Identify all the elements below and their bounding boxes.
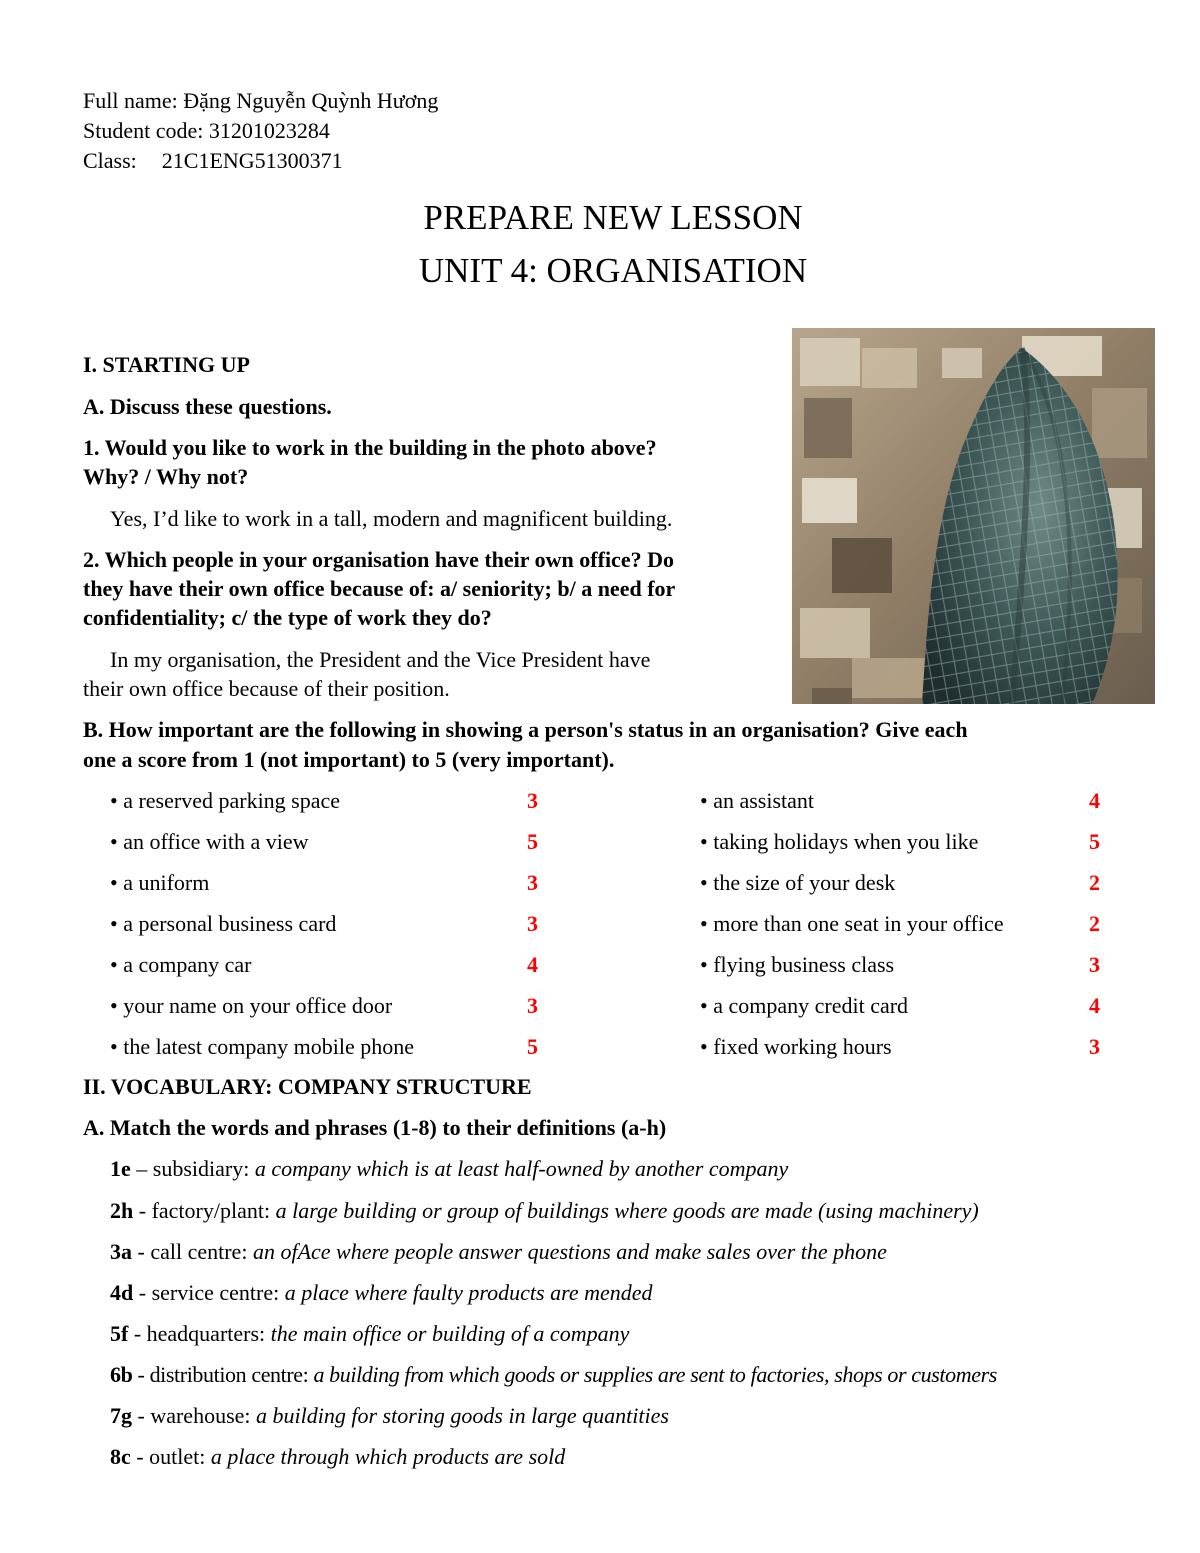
score-value: 5 xyxy=(527,829,538,854)
vocab-code: 5f xyxy=(110,1321,129,1346)
list-item: • a reserved parking space xyxy=(110,788,341,813)
vocab-sep: - xyxy=(132,1239,151,1264)
list-item: • a personal business card xyxy=(110,911,337,936)
list-item: • a uniform xyxy=(110,870,210,895)
vocab-item: 3a - call centre: an ofAce where people answer questions and make sales over the phone xyxy=(110,1239,887,1264)
full-name: Full name: Đặng Nguyễn Quỳnh Hương xyxy=(83,88,439,113)
vocab-code: 4d xyxy=(110,1280,134,1305)
vocab-definition: an ofAce where people answer questions and make sales over the phone xyxy=(252,1239,887,1264)
question-2-line3: confidentiality; c/ the type of work they do? xyxy=(83,605,492,630)
section1-partB-line2: one a score from 1 (not important) to 5 (very important). xyxy=(83,747,615,772)
score-value: 5 xyxy=(1089,829,1100,854)
vocab-code: 7g xyxy=(110,1403,132,1428)
question-1-line1: 1. Would you like to work in the building in the photo above? xyxy=(83,435,657,460)
class-label: Class: xyxy=(83,148,137,173)
gherkin-building-image xyxy=(792,328,1155,704)
vocab-definition: a building for storing goods in large quantities xyxy=(256,1403,669,1428)
vocab-definition: a place through which products are sold xyxy=(210,1444,566,1469)
list-item: • taking holidays when you like xyxy=(700,829,979,854)
student-code: Student code: 31201023284 xyxy=(83,118,330,143)
vocab-term: factory/plant xyxy=(151,1198,264,1223)
vocab-definition: the main office or building of a company xyxy=(270,1321,630,1346)
vocab-definition: a place where faulty products are mended xyxy=(284,1280,653,1305)
list-item: • your name on your office door xyxy=(110,993,393,1018)
vocab-item: 2h - factory/plant: a large building or group of buildings where goods are made (using machinery) xyxy=(110,1198,979,1223)
question-2-line1: 2. Which people in your organisation have their own office? Do xyxy=(83,547,674,572)
section1-partA: A. Discuss these questions. xyxy=(83,394,332,419)
vocab-item: 8c - outlet: a place through which products are sold xyxy=(110,1444,566,1469)
list-item: • an assistant xyxy=(700,788,815,813)
score-value: 2 xyxy=(1089,870,1100,895)
score-value: 3 xyxy=(1089,1034,1100,1059)
list-item: • fixed working hours xyxy=(700,1034,892,1059)
section2-heading: II. VOCABULARY: COMPANY STRUCTURE xyxy=(83,1074,532,1099)
vocab-term: warehouse xyxy=(150,1403,245,1428)
vocab-term: subsidiary xyxy=(152,1156,244,1181)
vocab-term: call centre xyxy=(150,1239,242,1264)
class-value: 21C1ENG51300371 xyxy=(161,148,343,173)
vocab-code: 8c xyxy=(110,1444,131,1469)
score-value: 3 xyxy=(527,788,538,813)
vocab-code: 2h xyxy=(110,1198,134,1223)
vocab-term: headquarters xyxy=(146,1321,260,1346)
score-value: 2 xyxy=(1089,911,1100,936)
score-value: 3 xyxy=(527,911,538,936)
vocab-term: distribution centre xyxy=(149,1362,303,1387)
vocab-sep: - xyxy=(130,1444,150,1469)
vocab-sep: - xyxy=(128,1321,147,1346)
list-item: • flying business class xyxy=(700,952,895,977)
section2-partA: A. Match the words and phrases (1-8) to their definitions (a-h) xyxy=(83,1115,667,1140)
vocab-sep: - xyxy=(133,1198,152,1223)
section1-partB-line1: B. How important are the following in showing a person's status in an organisation? Give each xyxy=(83,717,968,742)
vocab-sep: - xyxy=(132,1403,151,1428)
answer-1: Yes, I’d like to work in a tall, modern and magnificent building. xyxy=(110,506,673,531)
question-1-line2: Why? / Why not? xyxy=(83,464,249,489)
vocab-item: 5f - headquarters: the main office or building of a company xyxy=(110,1321,630,1346)
list-item: • more than one seat in your office xyxy=(700,911,1004,936)
vocab-definition: a large building or group of buildings where goods are made (using machinery) xyxy=(275,1198,979,1223)
vocab-code: 3a xyxy=(110,1239,132,1264)
score-value: 3 xyxy=(1089,952,1100,977)
vocab-sep: – xyxy=(130,1156,153,1181)
list-item: • the latest company mobile phone xyxy=(110,1034,415,1059)
answer-2-line2: their own office because of their position. xyxy=(83,676,450,701)
building-photo xyxy=(792,328,1155,704)
answer-2-line1: In my organisation, the President and the Vice President have xyxy=(110,647,651,672)
score-value: 4 xyxy=(527,952,538,977)
list-item: • an office with a view xyxy=(110,829,309,854)
vocab-sep: - xyxy=(132,1362,150,1387)
list-item: • a company car xyxy=(110,952,252,977)
vocab-item: 7g - warehouse: a building for storing goods in large quantities xyxy=(110,1403,669,1428)
vocab-sep: - xyxy=(133,1280,152,1305)
class-line xyxy=(83,146,343,176)
score-value: 4 xyxy=(1089,788,1100,813)
page-title: PREPARE NEW LESSON xyxy=(423,198,803,237)
vocab-code: 1e xyxy=(110,1156,131,1181)
vocab-code: 6b xyxy=(110,1362,133,1387)
section1-heading: I. STARTING UP xyxy=(83,352,250,377)
vocab-term: outlet xyxy=(149,1444,200,1469)
page-subtitle: UNIT 4: ORGANISATION xyxy=(418,251,808,290)
score-value: 5 xyxy=(527,1034,538,1059)
vocab-item: 1e – subsidiary: a company which is at least half-owned by another company xyxy=(110,1156,789,1181)
question-2-line2: they have their own office because of: a/ seniority; b/ a need for xyxy=(83,576,676,601)
vocab-item: 6b - distribution centre: a building from which goods or supplies are sent to factories, shops or customers xyxy=(110,1362,997,1387)
vocab-definition: a building from which goods or supplies are sent to factories, shops or customers xyxy=(313,1362,997,1387)
score-value: 4 xyxy=(1089,993,1100,1018)
vocab-term: service centre xyxy=(151,1280,274,1305)
score-value: 3 xyxy=(527,993,538,1018)
list-item: • the size of your desk xyxy=(700,870,896,895)
vocab-definition: a company which is at least half-owned by another company xyxy=(254,1156,789,1181)
list-item: • a company credit card xyxy=(700,993,909,1018)
score-value: 3 xyxy=(527,870,538,895)
vocab-item: 4d - service centre: a place where faulty products are mended xyxy=(110,1280,653,1305)
